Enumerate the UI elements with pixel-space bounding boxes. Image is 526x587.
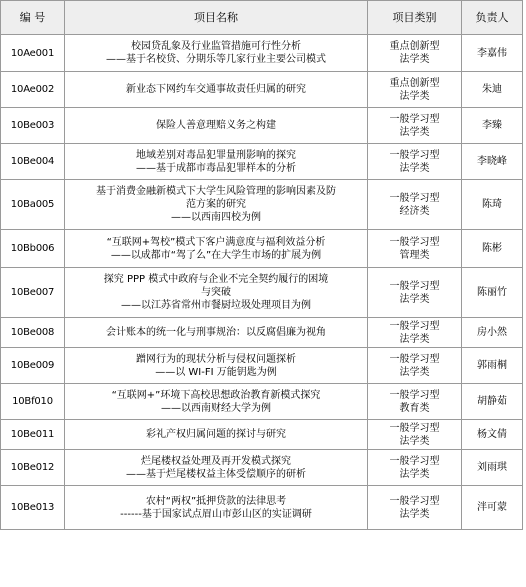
project-title — [65, 318, 368, 348]
project-title-line: 蹭网行为的现状分析与侵权问题探析 — [136, 353, 296, 365]
table-row — [1, 72, 523, 108]
project-type-line: 重点创新型 — [389, 77, 440, 89]
project-title-line: 新业态下网约车交通事故责任归属的研究 — [126, 84, 306, 95]
project-type — [368, 108, 462, 144]
project-code: 10Ae001 — [1, 35, 65, 72]
project-type-line: 一般学习型 — [389, 280, 440, 292]
project-type-line: 教育类 — [399, 402, 430, 414]
project-owner: 陈丽竹 — [462, 268, 523, 318]
project-title-line: ——以西南财经大学为例 — [161, 402, 271, 414]
project-title-line: “互联网+驾校”模式下客户满意度与福利效益分析 — [106, 236, 326, 248]
project-title-line: 范方案的研究 — [186, 199, 246, 210]
project-title-line: 校园贷乱象及行业监管措施可行性分析 — [131, 41, 301, 52]
project-title — [65, 180, 368, 230]
project-code: 10Ba005 — [1, 180, 65, 230]
project-type-line: 一般学习型 — [389, 495, 440, 507]
project-type-line: 法学类 — [399, 508, 430, 520]
project-type-line: 法学类 — [399, 126, 430, 138]
project-type — [368, 450, 462, 486]
project-owner: 李臻 — [462, 108, 523, 144]
project-code: 10Be012 — [1, 450, 65, 486]
project-type — [368, 384, 462, 420]
table-row — [1, 35, 523, 72]
project-type-line: 一般学习型 — [389, 320, 440, 332]
project-type-line: 一般学习型 — [389, 149, 440, 161]
project-owner: 泮可蒙 — [462, 486, 523, 530]
project-type-line: 一般学习型 — [389, 353, 440, 365]
project-code: 10Be003 — [1, 108, 65, 144]
project-title — [65, 348, 368, 384]
project-type-line: 一般学习型 — [389, 422, 440, 434]
project-title-line: 农村“两权”抵押贷款的法律思考 — [145, 495, 287, 507]
project-title-line: 会计账本的统一化与刑事规治：以反腐倡廉为视角 — [106, 327, 326, 338]
project-title-line: ------基于国家试点眉山市彭山区的实证调研 — [120, 508, 312, 520]
table-row — [1, 268, 523, 318]
project-owner: 刘雨琪 — [462, 450, 523, 486]
project-title-line: ——以成都市“驾了么”在大学生市场的扩展为例 — [110, 249, 322, 261]
project-type — [368, 268, 462, 318]
project-title — [65, 450, 368, 486]
project-type — [368, 144, 462, 180]
project-title-line: ——基于成都市毒品犯罪样本的分析 — [136, 162, 296, 174]
project-title-line: 基于消费金融新模式下大学生风险管理的影响因素及防 — [96, 186, 336, 197]
project-title-line: “互联网+”环境下高校思想政治教育新模式探究 — [111, 389, 321, 401]
project-title — [65, 420, 368, 450]
project-title — [65, 230, 368, 268]
project-title — [65, 108, 368, 144]
project-title — [65, 384, 368, 420]
project-type-line: 重点创新型 — [389, 41, 440, 52]
table-row — [1, 348, 523, 384]
project-owner: 胡静茹 — [462, 384, 523, 420]
project-type-line: 管理类 — [399, 249, 430, 261]
project-type — [368, 180, 462, 230]
project-code: 10Ae002 — [1, 72, 65, 108]
project-type-line: 法学类 — [399, 468, 430, 480]
project-title — [65, 35, 368, 72]
project-owner: 郭雨桐 — [462, 348, 523, 384]
project-owner: 朱迪 — [462, 72, 523, 108]
project-type-line: 经济类 — [399, 205, 430, 217]
project-code: 10Be008 — [1, 318, 65, 348]
project-title-line: ——以西南四校为例 — [171, 212, 261, 223]
project-owner: 陈琦 — [462, 180, 523, 230]
project-type — [368, 318, 462, 348]
project-code: 10Be013 — [1, 486, 65, 530]
header-row — [1, 1, 523, 35]
project-code: 10Be007 — [1, 268, 65, 318]
project-type-line: 一般学习型 — [389, 389, 440, 401]
project-owner: 杨文倩 — [462, 420, 523, 450]
project-title-line: ——基于名校贷、分期乐等几家行业主要公司模式 — [106, 54, 326, 65]
project-type-line: 法学类 — [399, 90, 430, 102]
project-type-line: 法学类 — [399, 366, 430, 378]
project-title-line: 地域差别对毒品犯罪量刑影响的探究 — [136, 149, 296, 161]
header-type: 项目类别 — [368, 1, 462, 35]
project-title-line: 彩礼产权归属问题的探讨与研究 — [146, 429, 286, 440]
project-type-line: 法学类 — [399, 162, 430, 174]
project-code: 10Be011 — [1, 420, 65, 450]
project-title — [65, 268, 368, 318]
table-row — [1, 180, 523, 230]
project-code: 10Be009 — [1, 348, 65, 384]
project-type-line: 法学类 — [399, 293, 430, 305]
project-title-line: 探究 PPP 模式中政府与企业不完全契约履行的困境 — [103, 274, 329, 285]
table-body — [1, 35, 523, 530]
project-title — [65, 486, 368, 530]
table-row — [1, 486, 523, 530]
project-code: 10Bf010 — [1, 384, 65, 420]
project-type — [368, 35, 462, 72]
project-title-line: ——以 WI-FI 万能钥匙为例 — [155, 366, 277, 378]
project-title-line: 保险人善意理赔义务之构建 — [156, 120, 276, 131]
project-title-line: ——基于烂尾楼权益主体受偿顺序的研析 — [126, 468, 306, 480]
project-title — [65, 72, 368, 108]
project-type — [368, 230, 462, 268]
project-owner: 李嘉伟 — [462, 35, 523, 72]
table-row — [1, 144, 523, 180]
project-code: 10Be004 — [1, 144, 65, 180]
project-owner: 房小然 — [462, 318, 523, 348]
project-type — [368, 420, 462, 450]
table-row — [1, 318, 523, 348]
table-row — [1, 230, 523, 268]
header-owner: 负责人 — [462, 1, 523, 35]
project-code: 10Bb006 — [1, 230, 65, 268]
table-row — [1, 108, 523, 144]
project-type-line: 法学类 — [399, 54, 430, 65]
project-type-line: 一般学习型 — [389, 236, 440, 248]
project-title — [65, 144, 368, 180]
project-type-line: 一般学习型 — [389, 455, 440, 467]
project-type — [368, 486, 462, 530]
project-type — [368, 72, 462, 108]
project-type-line: 法学类 — [399, 435, 430, 447]
project-type — [368, 348, 462, 384]
table-row — [1, 450, 523, 486]
project-owner: 李晓峰 — [462, 144, 523, 180]
header-code: 编 号 — [1, 1, 65, 35]
project-type-line: 法学类 — [399, 333, 430, 345]
project-owner: 陈彬 — [462, 230, 523, 268]
project-title-line: 与突破 — [201, 287, 231, 298]
table-row — [1, 420, 523, 450]
project-title-line: ——以江苏省常州市餐厨垃圾处理项目为例 — [121, 300, 311, 311]
project-type-line: 一般学习型 — [389, 192, 440, 204]
project-title-line: 烂尾楼权益处理及再开发模式探究 — [141, 455, 291, 467]
project-type-line: 一般学习型 — [389, 113, 440, 125]
table-row — [1, 384, 523, 420]
header-title: 项目名称 — [65, 1, 368, 35]
